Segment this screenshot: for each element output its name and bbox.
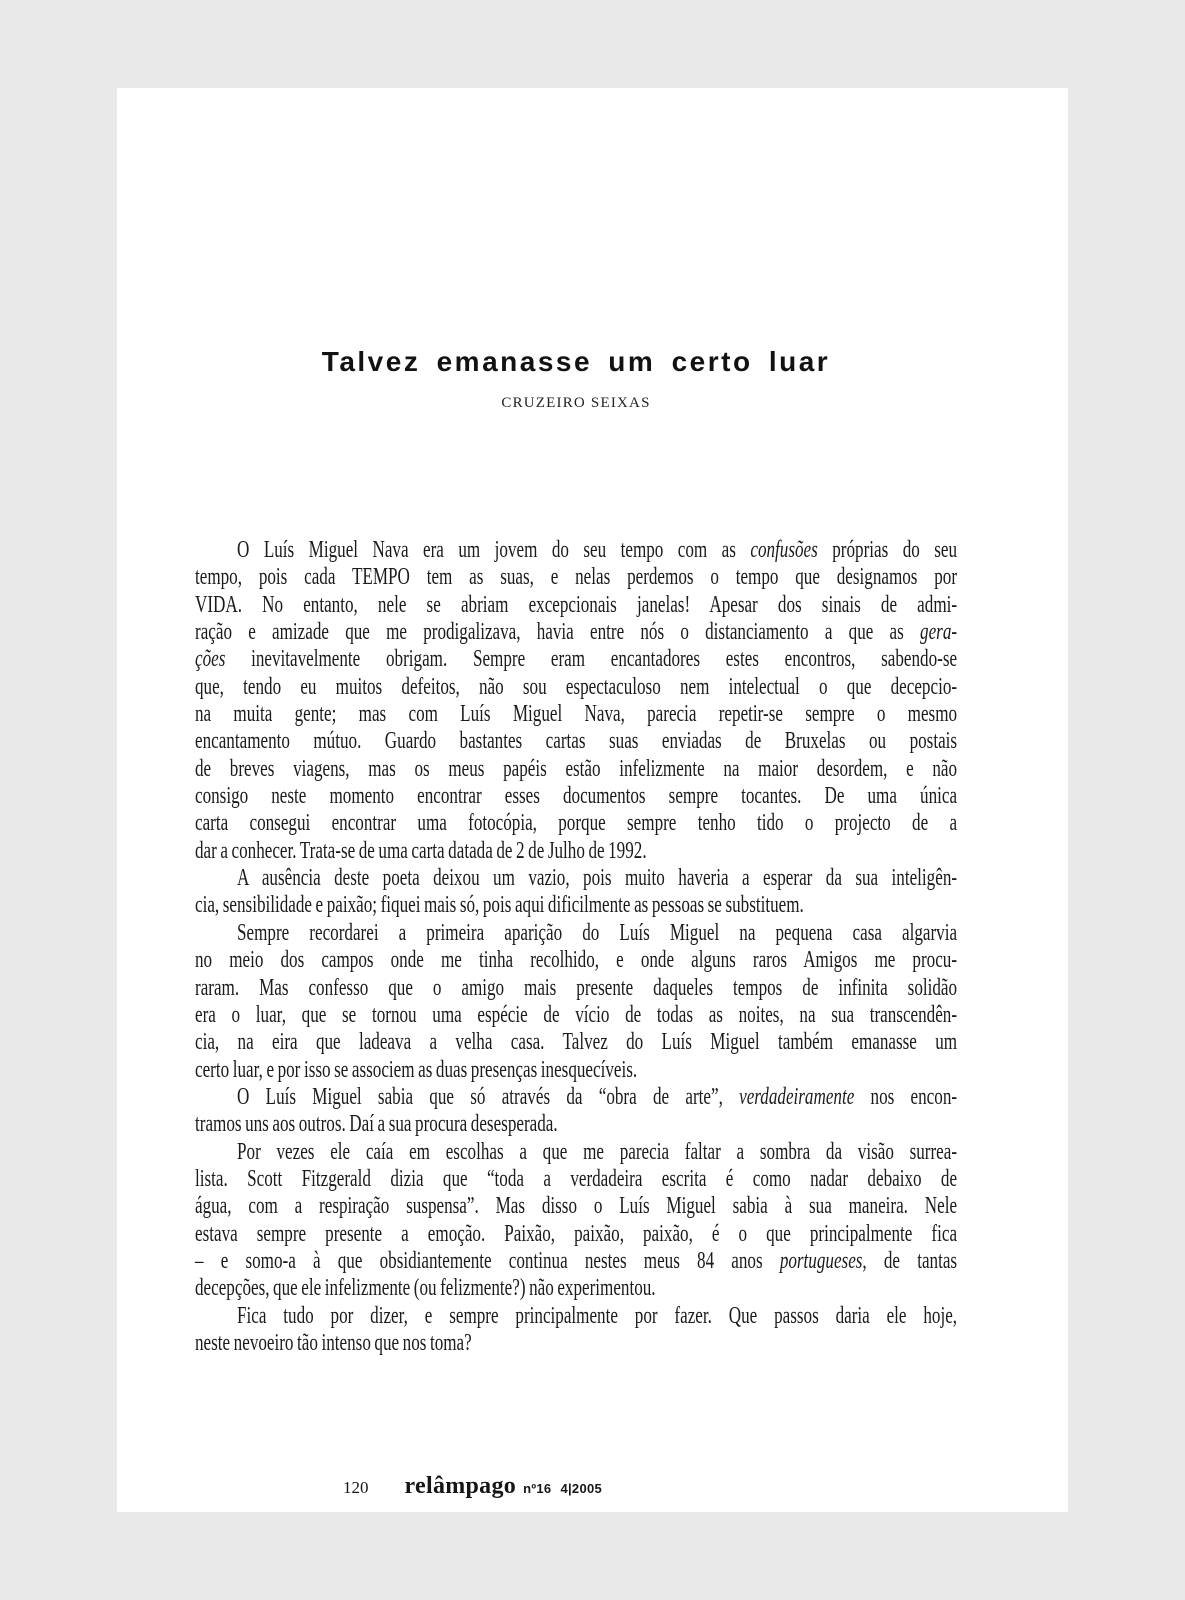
text-line: cia, sensibilidade e paixão; fiquei mais só, pois aqui dificilmente as pessoas se substituem. [195,892,804,919]
italic-text: ções [195,646,226,673]
italic-text: confusões [750,537,818,563]
text-line: consigo neste momento encontrar esses documentos sempre tocantes. De uma única [195,783,958,810]
text-line: Sempre recordarei a primeira aparição do Luís Miguel na pequena casa algarvia [237,919,958,946]
text-line: que, tendo eu muitos defeitos, não sou espectaculoso nem intelectual o que decepcio- [195,673,958,700]
text-line: tempo, pois cada TEMPO tem as suas, e nelas perdemos o tempo que designamos por [195,564,958,591]
text-line: decepções, que ele infelizmente (ou felizmente?) não experimentou. [195,1275,656,1302]
text-line: Fica tudo por dizer, e sempre principalmente por fazer. Que passos daria ele hoje, [237,1302,958,1329]
text-line: – e somo-a à que obsidiantemente continua nestes meus 84 anos portugueses, de tantas [195,1247,958,1274]
text-line: Por vezes ele caía em escolhas a que me parecia faltar a sombra da visão surrea- [237,1138,958,1165]
text-line: O Luís Miguel Nava era um jovem do seu tempo com as confusões próprias do seu [237,537,958,563]
italic-text: gera- [920,619,958,646]
italic-text: verdadeiramente [739,1083,855,1110]
journal-name: relâmpago [404,1473,517,1499]
text-line: cia, na eira que ladeava a velha casa. Talvez do Luís Miguel também emanasse um [195,1029,958,1056]
italic-text: portugueses [779,1247,863,1274]
text-line: água, com a respiração suspensa”. Mas disso o Luís Miguel sabia à sua maneira. Nele [195,1193,958,1220]
text-line: na muita gente; mas com Luís Miguel Nava, parecia repetir-se sempre o mesmo [195,701,958,728]
article-author: CRUZEIRO SEIXAS [501,395,651,411]
text-line: certo luar, e por isso se associem as duas presenças inesquecíveis. [195,1056,638,1083]
text-line: ração e amizade que me prodigalizava, havia entre nós o distanciamento a que as gera- [195,619,958,646]
text-line: tramos uns aos outros. Daí a sua procura desesperada. [195,1111,558,1138]
magazine-page [117,88,1068,1512]
text-line: VIDA. No entanto, nele se abriam excepcionais janelas! Apesar dos sinais de admi- [195,591,958,618]
page-footer [343,1473,602,1500]
page-number: 120 [343,1478,369,1497]
text-line: de breves viagens, mas os meus papéis estão infelizmente na maior desordem, e não [195,755,958,782]
text-line: ções inevitavelmente obrigam. Sempre eram encantadores estes encontros, sabendo-se [195,646,958,673]
text-line: estava sempre presente a emoção. Paixão, paixão, paixão, é o que principalmente fica [195,1220,958,1247]
article-body [195,537,957,1357]
text-line: A ausência deste poeta deixou um vazio, pois muito haveria a esperar da sua inteligên- [237,865,958,892]
text-line: dar a conhecer. Trata-se de uma carta datada de 2 de Julho de 1992. [195,837,647,864]
text-line: era o luar, que se tornou uma espécie de vício de todas as noites, na sua transcendên- [195,1001,958,1028]
journal-issue-number: nº16 [523,1481,552,1496]
text-line: lista. Scott Fitzgerald dizia que “toda a verdadeira escrita é como nadar debaixo de [195,1165,958,1192]
text-line: neste nevoeiro tão intenso que nos toma? [195,1329,472,1356]
text-line: carta consegui encontrar uma fotocópia, porque sempre tenho tido o projecto de a [195,810,958,837]
journal-issue-date: 4|2005 [560,1481,603,1496]
text-line: no meio dos campos onde me tinha recolhido, e onde alguns raros Amigos me procu- [195,947,958,974]
text-line: raram. Mas confesso que o amigo mais presente daqueles tempos de infinita solidão [195,974,958,1001]
text-line: O Luís Miguel sabia que só através da “obra de arte”, verdadeiramente nos encon- [237,1083,958,1110]
article-title: Talvez emanasse um certo luar [321,345,831,377]
text-line: encantamento mútuo. Guardo bastantes cartas suas enviadas de Bruxelas ou postais [195,728,958,755]
